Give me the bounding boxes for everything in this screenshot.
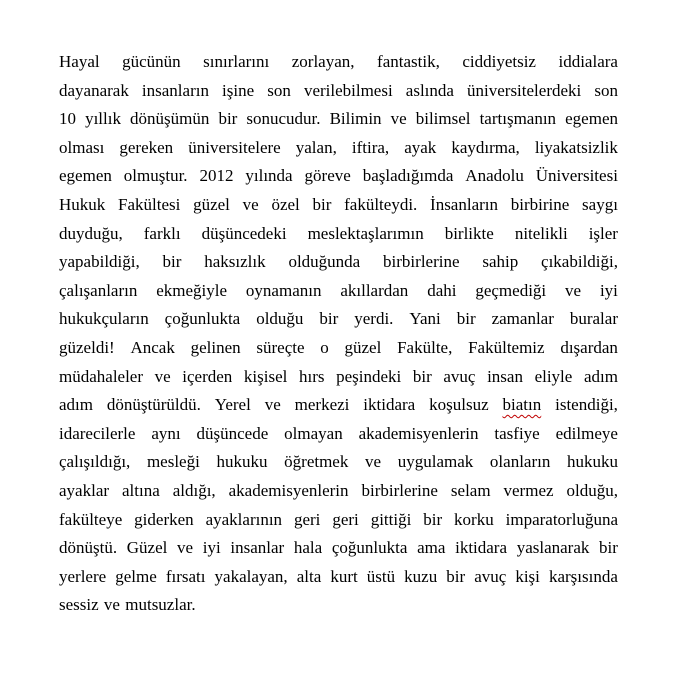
word: insanlar xyxy=(230,538,285,558)
word: birlikte xyxy=(444,223,494,243)
word: kurt xyxy=(330,566,358,586)
word: Fakülte, xyxy=(397,337,453,357)
text-line xyxy=(59,477,618,506)
word: geçmediği xyxy=(475,280,547,300)
word: fantastik, xyxy=(377,52,440,71)
word: çalışanların xyxy=(59,280,138,300)
word: güzel xyxy=(193,194,230,214)
text-line xyxy=(59,162,618,191)
word: göreve xyxy=(304,166,351,186)
word: müdahaleler xyxy=(59,366,144,386)
word: hala xyxy=(293,538,323,558)
word: uygulamak xyxy=(397,452,474,472)
word: hukukçuların xyxy=(59,309,149,329)
word: idarecilerle xyxy=(59,423,136,443)
word: meslektaşlarımın xyxy=(307,223,424,243)
word: ayaklar xyxy=(59,480,110,500)
word: Hukuk xyxy=(59,194,106,214)
text-line xyxy=(59,334,618,363)
word: üstü xyxy=(366,566,396,586)
word: bir xyxy=(319,309,339,329)
word: bir xyxy=(446,566,466,586)
word: gücünün xyxy=(122,52,181,71)
text-line xyxy=(59,248,618,277)
word: iftira, xyxy=(351,137,390,157)
word: yapabildiği, xyxy=(59,252,140,272)
word: farklı xyxy=(143,223,181,243)
text-line xyxy=(59,220,618,249)
word: olmayan xyxy=(284,423,343,443)
word: olduğunda xyxy=(288,252,361,272)
word: işine xyxy=(222,80,255,100)
word: son xyxy=(594,80,618,100)
word: vermez xyxy=(503,480,554,500)
word: iktidara xyxy=(363,395,416,415)
word: 10 xyxy=(59,109,76,129)
word: yalan, xyxy=(295,137,337,157)
word: korku xyxy=(454,509,494,529)
word: iyi xyxy=(599,280,618,300)
text-line xyxy=(59,563,618,592)
word: üniversitelerdeki xyxy=(467,80,582,100)
word: yıllık xyxy=(85,109,121,129)
word: saygı xyxy=(582,194,618,214)
word: dönüştürüldü. xyxy=(106,395,201,415)
word: çalışıldığı, xyxy=(59,452,131,472)
word: özel xyxy=(271,194,300,214)
word: egemen xyxy=(59,166,112,186)
word: ve xyxy=(365,452,382,472)
word: ve xyxy=(154,366,171,386)
word: yerdi. xyxy=(354,309,394,329)
word: imparatorluğuna xyxy=(505,509,618,529)
word: ve xyxy=(177,538,194,558)
word: ve xyxy=(390,109,407,129)
word: fakülteye xyxy=(59,509,123,529)
text-line xyxy=(59,48,618,77)
word: ve xyxy=(264,395,281,415)
word: birbirlerine xyxy=(383,252,460,272)
word: olması xyxy=(59,137,105,157)
word: dönüşümün xyxy=(130,109,210,129)
word: bilimsel xyxy=(415,109,471,129)
word: kaydırma, xyxy=(451,137,520,157)
word: 2012 xyxy=(199,166,234,186)
word: güzel xyxy=(344,337,382,357)
word: işler xyxy=(588,223,618,243)
word: son xyxy=(267,80,291,100)
word: başladığımda xyxy=(362,166,454,186)
text-line xyxy=(59,534,618,563)
word: hukuku xyxy=(567,452,618,472)
word: yakalayan, xyxy=(214,566,288,586)
word: düşüncedeki xyxy=(201,223,287,243)
word: İnsanların xyxy=(430,194,499,214)
word: adım xyxy=(59,395,93,415)
word: zorlayan, xyxy=(291,52,355,71)
word: akıllardan xyxy=(340,280,409,300)
word: sonucudur. xyxy=(246,109,321,129)
word: Üniversitesi xyxy=(535,166,618,186)
word: bir xyxy=(162,252,182,272)
word: bir xyxy=(599,538,618,558)
word: insanların xyxy=(141,80,209,100)
word: peşindeki xyxy=(336,366,402,386)
word: ekmeğiyle xyxy=(156,280,228,300)
text-line xyxy=(59,391,618,420)
word: Yani xyxy=(409,309,441,329)
word: yılında xyxy=(245,166,293,186)
word: ama xyxy=(417,538,446,558)
word: alta xyxy=(296,566,322,586)
text-line xyxy=(59,363,618,392)
word: Bilimin xyxy=(329,109,382,129)
text-line xyxy=(59,448,618,477)
word: bir xyxy=(456,309,476,329)
word: koşulsuz xyxy=(429,395,489,415)
word: eliyle xyxy=(534,366,573,386)
word: kişi xyxy=(515,566,540,586)
word: çıkabildiği, xyxy=(541,252,618,272)
word: olanların xyxy=(489,452,551,472)
word: aldığı, xyxy=(172,480,216,500)
spellcheck-word: biatın xyxy=(502,395,542,415)
word: geri xyxy=(293,509,321,529)
word: Fakültesi xyxy=(118,194,181,214)
word: çoğunlukta xyxy=(164,309,241,329)
word: birbirine xyxy=(510,194,570,214)
text-line xyxy=(59,105,618,134)
word: gelme xyxy=(115,566,157,586)
word: o xyxy=(320,337,329,357)
text-line xyxy=(59,191,618,220)
word: güzeldi! xyxy=(59,337,115,357)
word: zamanlar xyxy=(491,309,554,329)
word: ciddiyetsiz xyxy=(462,52,536,71)
word: bir xyxy=(423,509,443,529)
word: gittiği xyxy=(370,509,412,529)
word: buralar xyxy=(569,309,618,329)
word: yaslanarak xyxy=(516,538,590,558)
word: duyduğu, xyxy=(59,223,123,243)
word: aynı xyxy=(151,423,181,443)
word: avuç xyxy=(474,566,507,586)
word: gereken xyxy=(119,137,174,157)
word: iddialara xyxy=(558,52,618,71)
word: bir xyxy=(218,109,238,129)
word: oynamanın xyxy=(245,280,322,300)
text-line: sessiz ve mutsuzlar. xyxy=(59,595,196,615)
word: öğretmek xyxy=(284,452,349,472)
word: olduğu xyxy=(256,309,304,329)
word: kuzu xyxy=(404,566,438,586)
word: olmuştur. xyxy=(123,166,188,186)
word: Anadolu xyxy=(465,166,524,186)
text-line xyxy=(59,277,618,306)
word: bir xyxy=(412,366,432,386)
word: akademisyenlerin xyxy=(228,480,349,500)
word: karşısında xyxy=(548,566,618,586)
word: olduğu, xyxy=(566,480,618,500)
text-line xyxy=(59,134,618,163)
word: edilmeye xyxy=(555,423,618,443)
word: çoğunlukta xyxy=(331,538,408,558)
text-block xyxy=(59,48,618,620)
word: liyakatsizlik xyxy=(534,137,618,157)
word: ve xyxy=(565,280,582,300)
word: kişisel xyxy=(243,366,288,386)
word: düşüncede xyxy=(196,423,269,443)
word: dahi xyxy=(427,280,457,300)
word: dışardan xyxy=(560,337,618,357)
word: mesleği xyxy=(146,452,200,472)
word: Fakültemiz xyxy=(468,337,545,357)
word: gelinen xyxy=(190,337,241,357)
word: fakülteydi. xyxy=(344,194,418,214)
word: Yerel xyxy=(214,395,251,415)
text-line xyxy=(59,305,618,334)
word: dayanarak xyxy=(59,80,129,100)
word: tasfiye xyxy=(494,423,540,443)
word: ve xyxy=(242,194,259,214)
text-line xyxy=(59,77,618,106)
word: fırsatı xyxy=(165,566,206,586)
word: merkezi xyxy=(294,395,350,415)
word: hırs xyxy=(298,366,325,386)
word: hukuku xyxy=(216,452,268,472)
word: iktidara xyxy=(455,538,508,558)
word: tartışmanın xyxy=(479,109,557,129)
word: sınırlarını xyxy=(203,52,270,71)
word: içerden xyxy=(182,366,233,386)
word: dönüştü. xyxy=(59,538,118,558)
word: akademisyenlerin xyxy=(358,423,479,443)
word: adım xyxy=(583,366,618,386)
word: selam xyxy=(450,480,491,500)
word: haksızlık xyxy=(204,252,266,272)
word: aslında xyxy=(405,80,454,100)
word: birbirlerine xyxy=(361,480,438,500)
text-line xyxy=(59,506,618,535)
word: nitelikli xyxy=(514,223,568,243)
text-line xyxy=(59,420,618,449)
word: giderken xyxy=(134,509,194,529)
word: istendiği, xyxy=(555,395,618,415)
word: altına xyxy=(121,480,160,500)
word: iyi xyxy=(202,538,221,558)
word: ayak xyxy=(404,137,437,157)
word: avuç xyxy=(443,366,476,386)
word: yerlere xyxy=(59,566,107,586)
word: egemen xyxy=(565,109,618,129)
word: ayaklarının xyxy=(205,509,283,529)
word: Güzel xyxy=(126,538,168,558)
word: insan xyxy=(487,366,523,386)
word: Hayal xyxy=(59,52,100,71)
word: bir xyxy=(312,194,332,214)
word: Ancak xyxy=(130,337,175,357)
word: sahip xyxy=(482,252,519,272)
word: geri xyxy=(332,509,359,529)
word: üniversitelere xyxy=(188,137,281,157)
word: verilebilmesi xyxy=(303,80,393,100)
word: süreçte xyxy=(256,337,305,357)
